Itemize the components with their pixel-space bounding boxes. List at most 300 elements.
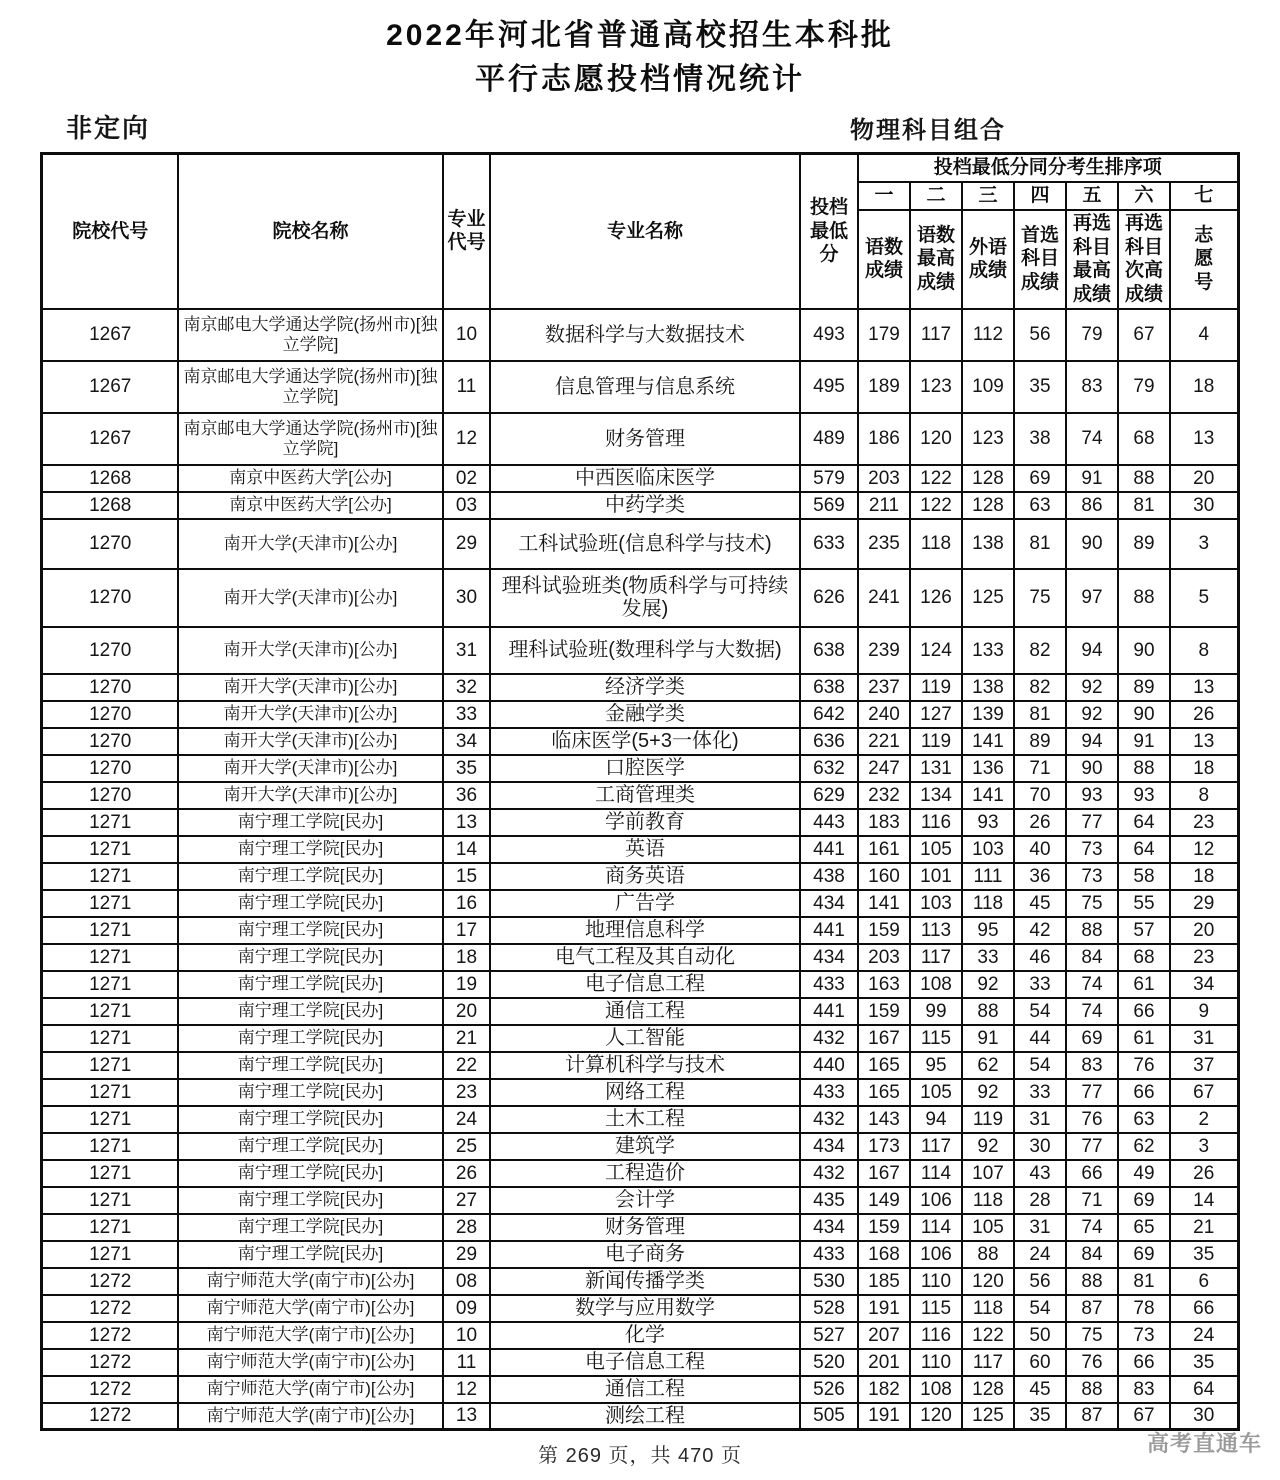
sort6-cell: 79: [1118, 361, 1170, 413]
sort1-cell: 161: [858, 836, 910, 863]
major-name-cell: 计算机科学与技术: [490, 1052, 800, 1079]
sort7-cell: 31: [1170, 1025, 1238, 1052]
sort7-cell: 30: [1170, 1403, 1238, 1430]
major-code-cell: 11: [443, 361, 490, 413]
school-name-cell: 南宁理工学院[民办]: [178, 1052, 443, 1079]
sort3-cell: 118: [962, 890, 1014, 917]
sort2-cell: 116: [910, 809, 962, 836]
sort4-cell: 40: [1014, 836, 1066, 863]
major-name-cell: 人工智能: [490, 1025, 800, 1052]
sort3-cell: 128: [962, 492, 1014, 519]
min-score-cell: 433: [800, 1241, 858, 1268]
sort2-cell: 120: [910, 1403, 962, 1430]
sort4-cell: 54: [1014, 1052, 1066, 1079]
sort6-cell: 69: [1118, 1187, 1170, 1214]
sort4-cell: 71: [1014, 755, 1066, 782]
sort6-cell: 66: [1118, 1349, 1170, 1376]
sort1-cell: 232: [858, 782, 910, 809]
table-row: [42, 569, 1238, 627]
major-code-cell: 03: [443, 492, 490, 519]
min-score-cell: 632: [800, 755, 858, 782]
school-code-cell: 1272: [42, 1268, 178, 1295]
sort6-cell: 81: [1118, 492, 1170, 519]
sort4-cell: 33: [1014, 1079, 1066, 1106]
sort7-cell: 67: [1170, 1079, 1238, 1106]
school-code-cell: 1272: [42, 1322, 178, 1349]
major-code-cell: 13: [443, 809, 490, 836]
sort6-cell: 68: [1118, 944, 1170, 971]
sort5-cell: 77: [1066, 1133, 1118, 1160]
sort3-cell: 92: [962, 971, 1014, 998]
sort3-cell: 107: [962, 1160, 1014, 1187]
table-row: [42, 701, 1238, 728]
header-tiebreak-title: 投档最低分同分考生排序项: [858, 154, 1238, 182]
school-name-cell: 南京中医药大学[公办]: [178, 465, 443, 492]
min-score-cell: 629: [800, 782, 858, 809]
table-row: [42, 1403, 1238, 1430]
sort1-cell: 185: [858, 1268, 910, 1295]
sort5-cell: 69: [1066, 1025, 1118, 1052]
major-code-cell: 16: [443, 890, 490, 917]
sort2-cell: 115: [910, 1025, 962, 1052]
sort6-cell: 73: [1118, 1322, 1170, 1349]
school-code-cell: 1271: [42, 890, 178, 917]
school-name-cell: 南宁理工学院[民办]: [178, 1214, 443, 1241]
sort7-cell: 12: [1170, 836, 1238, 863]
school-code-cell: 1271: [42, 917, 178, 944]
major-code-cell: 02: [443, 465, 490, 492]
sort6-cell: 93: [1118, 782, 1170, 809]
major-name-cell: 电气工程及其自动化: [490, 944, 800, 971]
table-row: [42, 863, 1238, 890]
major-code-cell: 11: [443, 1349, 490, 1376]
school-code-cell: 1270: [42, 755, 178, 782]
school-code-cell: 1268: [42, 492, 178, 519]
major-name-cell: 电子信息工程: [490, 971, 800, 998]
sort3-cell: 62: [962, 1052, 1014, 1079]
sort1-cell: 237: [858, 674, 910, 701]
sort5-cell: 79: [1066, 309, 1118, 361]
school-code-cell: 1268: [42, 465, 178, 492]
header-tiebreak-num-7: 七: [1170, 182, 1238, 210]
sort2-cell: 134: [910, 782, 962, 809]
major-code-cell: 28: [443, 1214, 490, 1241]
header-tiebreak-num-2: 二: [910, 182, 962, 210]
sort5-cell: 83: [1066, 361, 1118, 413]
school-code-cell: 1272: [42, 1376, 178, 1403]
sort5-cell: 71: [1066, 1187, 1118, 1214]
sort2-cell: 118: [910, 519, 962, 569]
school-code-cell: 1271: [42, 1106, 178, 1133]
header-tiebreak-label-2: 语数最高成绩: [910, 210, 962, 309]
school-code-cell: 1271: [42, 1187, 178, 1214]
min-score-cell: 433: [800, 1079, 858, 1106]
school-code-cell: 1270: [42, 701, 178, 728]
sort3-cell: 119: [962, 1106, 1014, 1133]
sort4-cell: 33: [1014, 971, 1066, 998]
sort1-cell: 159: [858, 1214, 910, 1241]
sort5-cell: 92: [1066, 674, 1118, 701]
school-name-cell: 南京中医药大学[公办]: [178, 492, 443, 519]
major-code-cell: 14: [443, 836, 490, 863]
min-score-cell: 633: [800, 519, 858, 569]
major-name-cell: 中药学类: [490, 492, 800, 519]
major-code-cell: 20: [443, 998, 490, 1025]
sort6-cell: 63: [1118, 1106, 1170, 1133]
sort4-cell: 89: [1014, 728, 1066, 755]
sort3-cell: 133: [962, 627, 1014, 674]
sort5-cell: 77: [1066, 809, 1118, 836]
sort3-cell: 136: [962, 755, 1014, 782]
school-code-cell: 1267: [42, 309, 178, 361]
sort1-cell: 159: [858, 917, 910, 944]
sort6-cell: 88: [1118, 755, 1170, 782]
sort5-cell: 93: [1066, 782, 1118, 809]
major-name-cell: 化学: [490, 1322, 800, 1349]
sort4-cell: 45: [1014, 1376, 1066, 1403]
major-name-cell: 金融学类: [490, 701, 800, 728]
sort4-cell: 70: [1014, 782, 1066, 809]
sort5-cell: 87: [1066, 1295, 1118, 1322]
school-name-cell: 南开大学(天津市)[公办]: [178, 519, 443, 569]
sort1-cell: 165: [858, 1052, 910, 1079]
major-code-cell: 34: [443, 728, 490, 755]
sort3-cell: 141: [962, 728, 1014, 755]
major-name-cell: 电子商务: [490, 1241, 800, 1268]
sort2-cell: 94: [910, 1106, 962, 1133]
sort4-cell: 54: [1014, 998, 1066, 1025]
sort7-cell: 14: [1170, 1187, 1238, 1214]
sort5-cell: 73: [1066, 836, 1118, 863]
sort3-cell: 123: [962, 413, 1014, 465]
sort7-cell: 64: [1170, 1376, 1238, 1403]
min-score-cell: 569: [800, 492, 858, 519]
sort7-cell: 6: [1170, 1268, 1238, 1295]
min-score-cell: 434: [800, 1133, 858, 1160]
major-code-cell: 12: [443, 413, 490, 465]
major-code-cell: 29: [443, 519, 490, 569]
school-name-cell: 南宁理工学院[民办]: [178, 890, 443, 917]
sort4-cell: 81: [1014, 701, 1066, 728]
major-name-cell: 土木工程: [490, 1106, 800, 1133]
sort4-cell: 69: [1014, 465, 1066, 492]
school-code-cell: 1271: [42, 809, 178, 836]
sort2-cell: 113: [910, 917, 962, 944]
sort3-cell: 88: [962, 1241, 1014, 1268]
school-name-cell: 南宁理工学院[民办]: [178, 971, 443, 998]
sort3-cell: 103: [962, 836, 1014, 863]
sort1-cell: 182: [858, 1376, 910, 1403]
sort4-cell: 26: [1014, 809, 1066, 836]
sort5-cell: 84: [1066, 944, 1118, 971]
sort3-cell: 105: [962, 1214, 1014, 1241]
sort4-cell: 38: [1014, 413, 1066, 465]
school-code-cell: 1270: [42, 627, 178, 674]
sort2-cell: 131: [910, 755, 962, 782]
sort2-cell: 108: [910, 1376, 962, 1403]
sort7-cell: 21: [1170, 1214, 1238, 1241]
sort4-cell: 75: [1014, 569, 1066, 627]
major-name-cell: 理科试验班类(物质科学与可持续发展): [490, 569, 800, 627]
sort4-cell: 56: [1014, 309, 1066, 361]
school-name-cell: 南京邮电大学通达学院(扬州市)[独立学院]: [178, 413, 443, 465]
sort5-cell: 90: [1066, 519, 1118, 569]
sort3-cell: 111: [962, 863, 1014, 890]
school-name-cell: 南宁理工学院[民办]: [178, 944, 443, 971]
sort1-cell: 143: [858, 1106, 910, 1133]
school-code-cell: 1272: [42, 1295, 178, 1322]
school-name-cell: 南宁理工学院[民办]: [178, 1106, 443, 1133]
school-name-cell: 南宁理工学院[民办]: [178, 836, 443, 863]
sort4-cell: 42: [1014, 917, 1066, 944]
table-row: [42, 465, 1238, 492]
sort7-cell: 18: [1170, 755, 1238, 782]
school-code-cell: 1271: [42, 998, 178, 1025]
table-row: [42, 1052, 1238, 1079]
sort7-cell: 13: [1170, 728, 1238, 755]
sort7-cell: 37: [1170, 1052, 1238, 1079]
sort2-cell: 101: [910, 863, 962, 890]
sort1-cell: 186: [858, 413, 910, 465]
school-name-cell: 南宁师范大学(南宁市)[公办]: [178, 1376, 443, 1403]
school-code-cell: 1271: [42, 944, 178, 971]
table-row: [42, 413, 1238, 465]
sort5-cell: 94: [1066, 728, 1118, 755]
school-name-cell: 南开大学(天津市)[公办]: [178, 569, 443, 627]
sort5-cell: 90: [1066, 755, 1118, 782]
table-row: [42, 755, 1238, 782]
sort6-cell: 76: [1118, 1052, 1170, 1079]
sort6-cell: 66: [1118, 1079, 1170, 1106]
school-code-cell: 1271: [42, 1025, 178, 1052]
sort7-cell: 18: [1170, 863, 1238, 890]
sort2-cell: 99: [910, 998, 962, 1025]
table-header: [42, 154, 1238, 309]
sort4-cell: 82: [1014, 627, 1066, 674]
header-school-name: 院校名称: [178, 154, 443, 309]
min-score-cell: 579: [800, 465, 858, 492]
sort3-cell: 125: [962, 569, 1014, 627]
sort4-cell: 45: [1014, 890, 1066, 917]
sort7-cell: 13: [1170, 674, 1238, 701]
sort1-cell: 241: [858, 569, 910, 627]
sort2-cell: 108: [910, 971, 962, 998]
header-major-name: 专业名称: [490, 154, 800, 309]
major-name-cell: 财务管理: [490, 1214, 800, 1241]
sort6-cell: 65: [1118, 1214, 1170, 1241]
sort7-cell: 26: [1170, 1160, 1238, 1187]
sort5-cell: 84: [1066, 1241, 1118, 1268]
school-name-cell: 南宁师范大学(南宁市)[公办]: [178, 1295, 443, 1322]
major-name-cell: 数学与应用数学: [490, 1295, 800, 1322]
major-name-cell: 工科试验班(信息科学与技术): [490, 519, 800, 569]
sort4-cell: 30: [1014, 1133, 1066, 1160]
sort3-cell: 120: [962, 1268, 1014, 1295]
header-major-code: 专业代号: [443, 154, 490, 309]
sort1-cell: 203: [858, 465, 910, 492]
sort4-cell: 43: [1014, 1160, 1066, 1187]
min-score-cell: 636: [800, 728, 858, 755]
sort4-cell: 46: [1014, 944, 1066, 971]
header-tiebreak-label-4: 首选科目成绩: [1014, 210, 1066, 309]
major-name-cell: 通信工程: [490, 998, 800, 1025]
min-score-cell: 493: [800, 309, 858, 361]
sort2-cell: 126: [910, 569, 962, 627]
table-row: [42, 1322, 1238, 1349]
sort3-cell: 95: [962, 917, 1014, 944]
min-score-cell: 443: [800, 809, 858, 836]
header-tiebreak-label-1: 语数成绩: [858, 210, 910, 309]
sort2-cell: 110: [910, 1349, 962, 1376]
major-code-cell: 17: [443, 917, 490, 944]
sort6-cell: 88: [1118, 569, 1170, 627]
sort1-cell: 179: [858, 309, 910, 361]
sort2-cell: 123: [910, 361, 962, 413]
major-code-cell: 27: [443, 1187, 490, 1214]
school-name-cell: 南开大学(天津市)[公办]: [178, 755, 443, 782]
sort1-cell: 211: [858, 492, 910, 519]
major-code-cell: 08: [443, 1268, 490, 1295]
min-score-cell: 527: [800, 1322, 858, 1349]
header-min-score: 投档最低分: [800, 154, 858, 309]
major-name-cell: 网络工程: [490, 1079, 800, 1106]
sort6-cell: 49: [1118, 1160, 1170, 1187]
sort3-cell: 122: [962, 1322, 1014, 1349]
sort4-cell: 24: [1014, 1241, 1066, 1268]
min-score-cell: 441: [800, 917, 858, 944]
sort5-cell: 92: [1066, 701, 1118, 728]
school-name-cell: 南开大学(天津市)[公办]: [178, 701, 443, 728]
sort7-cell: 23: [1170, 809, 1238, 836]
sort1-cell: 168: [858, 1241, 910, 1268]
sort6-cell: 62: [1118, 1133, 1170, 1160]
sort6-cell: 83: [1118, 1376, 1170, 1403]
sort5-cell: 74: [1066, 998, 1118, 1025]
min-score-cell: 495: [800, 361, 858, 413]
major-code-cell: 31: [443, 627, 490, 674]
sort2-cell: 105: [910, 836, 962, 863]
school-code-cell: 1271: [42, 1160, 178, 1187]
sort6-cell: 67: [1118, 309, 1170, 361]
major-name-cell: 测绘工程: [490, 1403, 800, 1430]
sort6-cell: 88: [1118, 465, 1170, 492]
major-name-cell: 数据科学与大数据技术: [490, 309, 800, 361]
sort1-cell: 207: [858, 1322, 910, 1349]
major-name-cell: 工程造价: [490, 1160, 800, 1187]
school-code-cell: 1271: [42, 971, 178, 998]
sort5-cell: 77: [1066, 1079, 1118, 1106]
sort3-cell: 118: [962, 1187, 1014, 1214]
table-row: [42, 782, 1238, 809]
sort1-cell: 235: [858, 519, 910, 569]
sort4-cell: 31: [1014, 1106, 1066, 1133]
sort7-cell: 29: [1170, 890, 1238, 917]
school-code-cell: 1271: [42, 863, 178, 890]
sort6-cell: 81: [1118, 1268, 1170, 1295]
major-name-cell: 电子信息工程: [490, 1349, 800, 1376]
major-code-cell: 32: [443, 674, 490, 701]
major-name-cell: 信息管理与信息系统: [490, 361, 800, 413]
school-code-cell: 1272: [42, 1403, 178, 1430]
sort7-cell: 35: [1170, 1349, 1238, 1376]
sort6-cell: 69: [1118, 1241, 1170, 1268]
table-row: [42, 1106, 1238, 1133]
sort1-cell: 141: [858, 890, 910, 917]
major-code-cell: 13: [443, 1403, 490, 1430]
school-code-cell: 1271: [42, 1079, 178, 1106]
sort6-cell: 57: [1118, 917, 1170, 944]
header-tiebreak-num-6: 六: [1118, 182, 1170, 210]
school-name-cell: 南开大学(天津市)[公办]: [178, 728, 443, 755]
sort1-cell: 221: [858, 728, 910, 755]
sort3-cell: 92: [962, 1079, 1014, 1106]
sort5-cell: 86: [1066, 492, 1118, 519]
sort7-cell: 3: [1170, 519, 1238, 569]
sort2-cell: 119: [910, 674, 962, 701]
watermark: 高考直通车: [1146, 1431, 1262, 1456]
sort2-cell: 127: [910, 701, 962, 728]
major-code-cell: 30: [443, 569, 490, 627]
major-code-cell: 10: [443, 1322, 490, 1349]
table-row: [42, 1187, 1238, 1214]
school-code-cell: 1270: [42, 519, 178, 569]
sort5-cell: 76: [1066, 1349, 1118, 1376]
min-score-cell: 433: [800, 971, 858, 998]
major-code-cell: 15: [443, 863, 490, 890]
min-score-cell: 638: [800, 674, 858, 701]
major-name-cell: 临床医学(5+3一体化): [490, 728, 800, 755]
table-row: [42, 809, 1238, 836]
sort7-cell: 3: [1170, 1133, 1238, 1160]
school-name-cell: 南宁师范大学(南宁市)[公办]: [178, 1349, 443, 1376]
sort5-cell: 83: [1066, 1052, 1118, 1079]
sort5-cell: 88: [1066, 1268, 1118, 1295]
table-row: [42, 1349, 1238, 1376]
header-tiebreak-num-4: 四: [1014, 182, 1066, 210]
sort1-cell: 247: [858, 755, 910, 782]
school-name-cell: 南宁理工学院[民办]: [178, 917, 443, 944]
min-score-cell: 432: [800, 1106, 858, 1133]
min-score-cell: 520: [800, 1349, 858, 1376]
subheader-row: [42, 108, 1238, 148]
document-title: [0, 0, 1280, 102]
header-tiebreak-label-5: 再选科目最高成绩: [1066, 210, 1118, 309]
sort2-cell: 116: [910, 1322, 962, 1349]
major-code-cell: 09: [443, 1295, 490, 1322]
major-code-cell: 24: [443, 1106, 490, 1133]
table-row: [42, 1268, 1238, 1295]
sort5-cell: 73: [1066, 863, 1118, 890]
sort2-cell: 122: [910, 465, 962, 492]
sort4-cell: 50: [1014, 1322, 1066, 1349]
title-line-1: 2022年河北省普通高校招生本科批: [386, 19, 894, 52]
school-code-cell: 1271: [42, 1241, 178, 1268]
sort2-cell: 106: [910, 1241, 962, 1268]
major-name-cell: 新闻传播学类: [490, 1268, 800, 1295]
sort6-cell: 89: [1118, 674, 1170, 701]
sort7-cell: 20: [1170, 465, 1238, 492]
sort5-cell: 87: [1066, 1403, 1118, 1430]
header-school-code: 院校代号: [42, 154, 178, 309]
sort1-cell: 191: [858, 1403, 910, 1430]
sort1-cell: 163: [858, 971, 910, 998]
sort2-cell: 115: [910, 1295, 962, 1322]
school-code-cell: 1267: [42, 413, 178, 465]
school-name-cell: 南宁理工学院[民办]: [178, 809, 443, 836]
sort1-cell: 160: [858, 863, 910, 890]
min-score-cell: 528: [800, 1295, 858, 1322]
sort1-cell: 189: [858, 361, 910, 413]
